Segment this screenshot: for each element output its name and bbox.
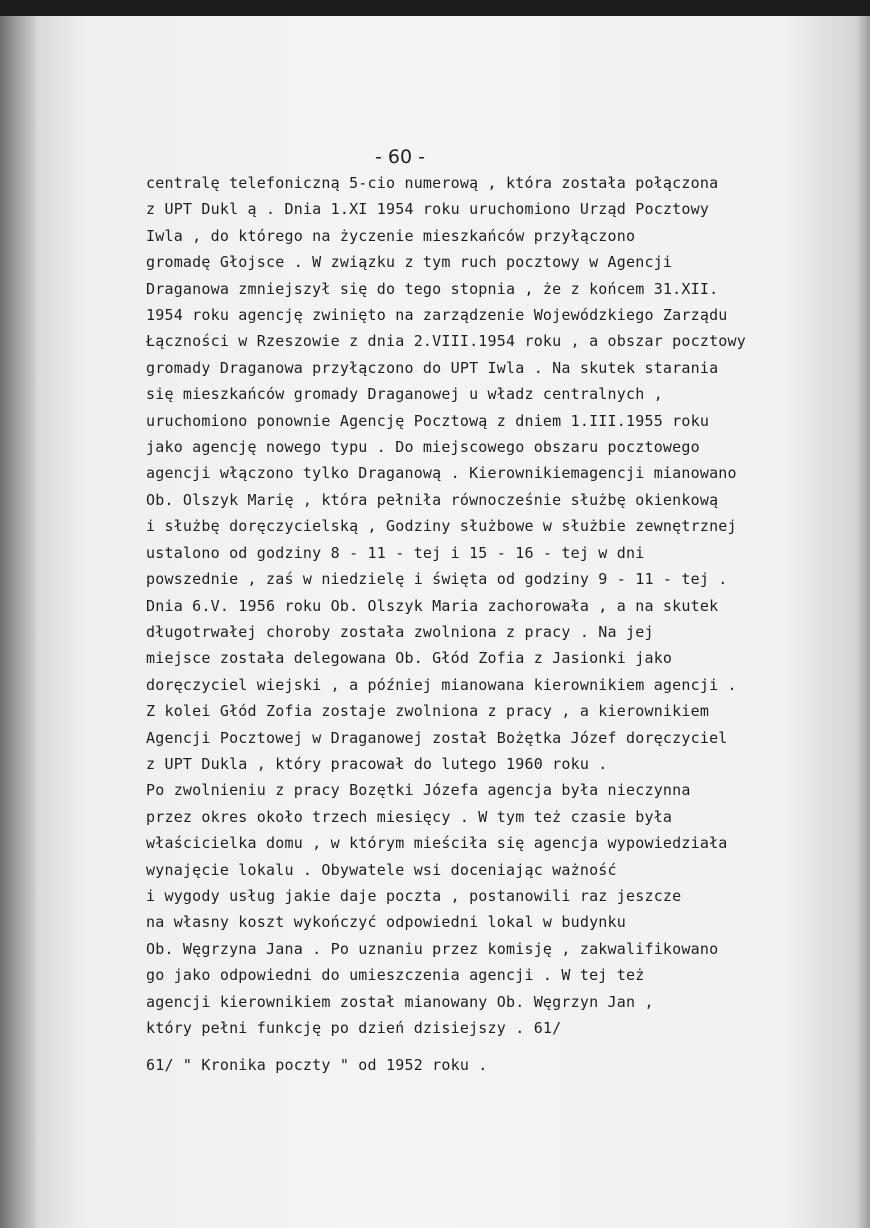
text-line: Iwla , do którego na życzenie mieszkańców przyłączono <box>146 226 636 245</box>
text-line: Łączności w Rzeszowie z dnia 2.VIII.1954 roku , a obszar pocztowy <box>146 332 746 351</box>
text-line: Po zwolnieniu z pracy Bozętki Józefa agencja była nieczynna <box>146 781 691 800</box>
text-line: właścicielka domu , w którym mieściła się agencja wypowiedziała <box>146 834 728 853</box>
text-line: powszednie , zaś w niedzielę i święta od godziny 9 - 11 - tej . <box>146 570 728 589</box>
text-line: miejsce została delegowana Ob. Głód Zofia z Jasionki jako <box>146 649 673 668</box>
text-line: centralę telefoniczną 5-cio numerową , która została połączona <box>146 174 719 192</box>
text-line: przez okres około trzech miesięcy . W tym też czasie była <box>146 807 673 826</box>
text-line: i wygody usług jakie daje poczta , postanowili raz jeszcze <box>146 886 682 905</box>
text-line: uruchomiono ponownie Agencję Pocztową z dniem 1.III.1955 roku <box>146 411 710 430</box>
text-line: Ob. Olszyk Marię , która pełniła równocześnie służbę okienkową <box>146 490 719 509</box>
text-line: na własny koszt wykończyć odpowiedni lokal w budynku <box>146 913 626 932</box>
page-edge-shadow <box>856 16 870 1228</box>
text-line: agencji włączono tylko Draganową . Kierownikiemagencji mianowano <box>146 464 737 483</box>
text-line: z UPT Dukla , który pracował do lutego 1960 roku . <box>146 754 608 773</box>
text-line: Z kolei Głód Zofia zostaje zwolniona z pracy , a kierownikiem <box>146 702 710 721</box>
body-text <box>146 170 846 1041</box>
text-line: wynajęcie lokalu . Obywatele wsi doceniając ważność <box>146 860 617 879</box>
text-line: Dnia 6.V. 1956 roku Ob. Olszyk Maria zachorowała , a na skutek <box>146 596 719 615</box>
text-line: gromadę Głojsce . W związku z tym ruch pocztowy w Agencji <box>146 253 673 272</box>
text-line: Ob. Węgrzyna Jana . Po uznaniu przez komisję , zakwalifikowano <box>146 939 719 958</box>
text-line: ustalono od godziny 8 - 11 - tej i 15 - 16 - tej w dni <box>146 543 645 562</box>
scan-binding-shadow <box>0 16 36 1228</box>
text-line: go jako odpowiedni do umieszczenia agencji . W tej też <box>146 966 645 985</box>
text-line: który pełni funkcję po dzień dzisiejszy . 61/ <box>146 1019 562 1037</box>
text-line: gromady Draganowa przyłączono do UPT Iwla . Na skutek starania <box>146 358 719 377</box>
text-line: się mieszkańców gromady Draganowej u władz centralnych , <box>146 385 663 404</box>
text-line: Agencji Pocztowej w Draganowej został Bożętka Józef doręczyciel <box>146 728 728 747</box>
text-line: Draganowa zmniejszył się do tego stopnia , że z końcem 31.XII. <box>146 279 719 298</box>
text-line: z UPT Dukl ą . Dnia 1.XI 1954 roku uruchomiono Urząd Pocztowy <box>146 200 710 219</box>
text-line: jako agencję nowego typu . Do miejscowego obszaru pocztowego <box>146 438 700 457</box>
text-line: długotrwałej choroby została zwolniona z pracy . Na jej <box>146 622 654 641</box>
text-line: 1954 roku agencję zwinięto na zarządzenie Wojewódzkiego Zarządu <box>146 306 728 325</box>
page-number: - 60 - <box>375 146 425 168</box>
scan-top-border <box>0 0 870 16</box>
text-line: i służbę doręczycielską , Godziny służbowe w służbie zewnętrznej <box>146 517 737 536</box>
footnote: 61/ " Kronika poczty " od 1952 roku . <box>146 1056 488 1074</box>
text-line: doręczyciel wiejski , a później mianowana kierownikiem agencji . <box>146 675 737 694</box>
text-line: agencji kierownikiem został mianowany Ob. Węgrzyn Jan , <box>146 992 654 1011</box>
